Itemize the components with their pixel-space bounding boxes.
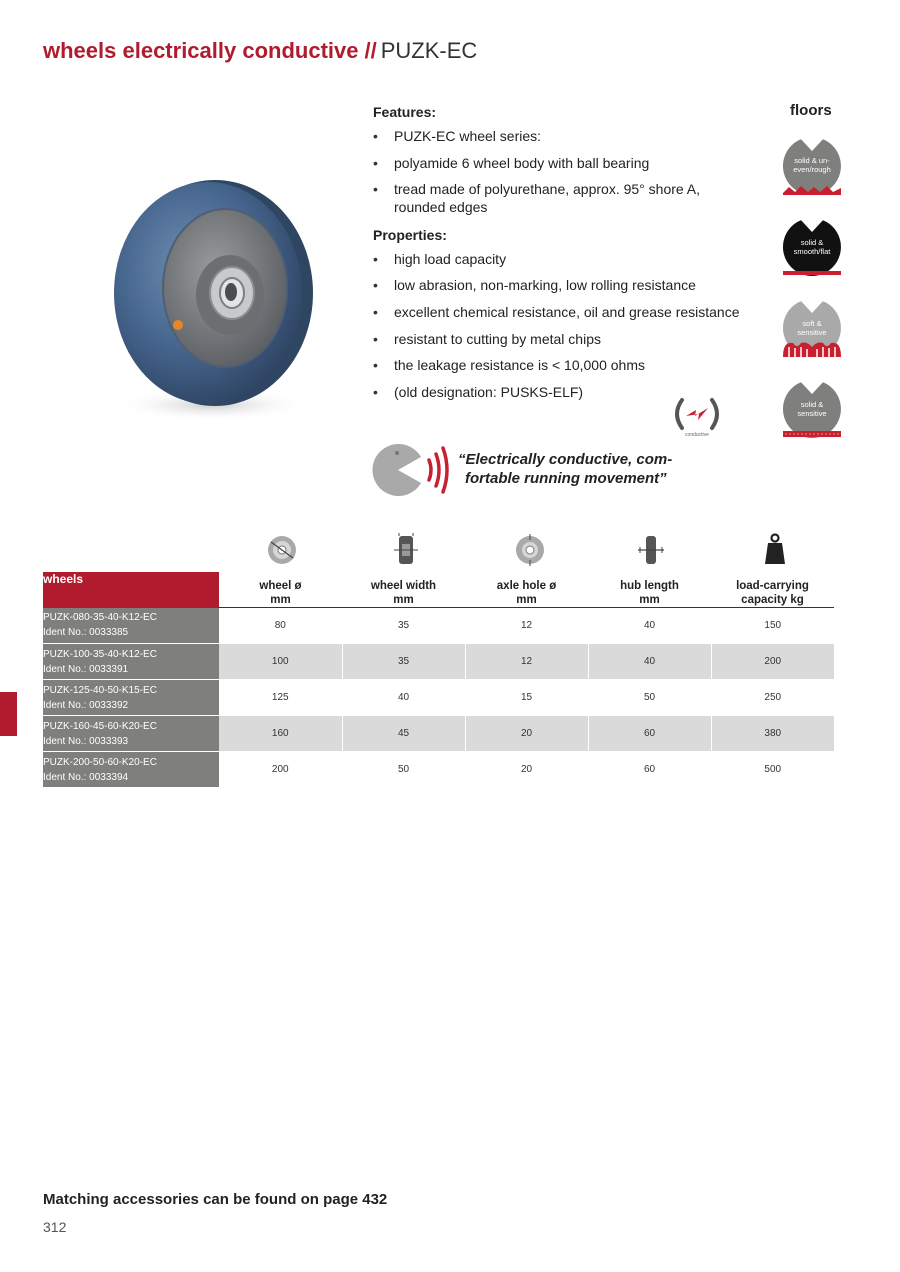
row-header	[43, 680, 219, 716]
floor-label: solid & un-	[794, 156, 830, 165]
properties-heading: Properties:	[373, 226, 447, 243]
table-cell: 20	[465, 752, 588, 788]
table-cell: 100	[219, 644, 342, 680]
row-model: PUZK-125-40-50-K15-EC	[43, 684, 157, 696]
quote-text	[458, 450, 698, 488]
table-cell: 250	[711, 680, 834, 716]
row-header	[43, 608, 219, 644]
column-header-unit: mm	[270, 594, 291, 606]
row-model: PUZK-080-35-40-K12-EC	[43, 612, 157, 624]
conductive-label: conductive	[685, 432, 709, 438]
quote-line: fortable running movement”	[465, 470, 667, 487]
table-cell: 40	[588, 608, 711, 644]
row-header	[43, 644, 219, 680]
table-cell: 125	[219, 680, 342, 716]
floor-solid-smooth-icon	[781, 216, 843, 276]
table-row	[43, 680, 834, 716]
table-cell: 50	[342, 752, 465, 788]
column-header-label: wheel ø	[259, 580, 302, 592]
table-cell: 60	[588, 752, 711, 788]
table-header-row	[43, 572, 834, 608]
row-ident: Ident No.: 0033394	[43, 771, 129, 783]
floor-label: soft &	[802, 319, 822, 328]
table-cell: 15	[465, 680, 588, 716]
row-ident: Ident No.: 0033392	[43, 699, 129, 711]
wheel-width-icon	[393, 532, 419, 571]
table-cell: 380	[711, 716, 834, 752]
table-cell: 35	[342, 644, 465, 680]
list-item: • polyamide 6 wheel body with ball bearing	[373, 154, 753, 172]
row-model: PUZK-160-45-60-K20-EC	[43, 720, 157, 732]
floors-heading: floors	[790, 102, 832, 119]
row-model: PUZK-100-35-40-K12-EC	[43, 648, 157, 660]
table-cell: 200	[219, 752, 342, 788]
table-row	[43, 608, 834, 644]
row-model: PUZK-200-50-60-K20-EC	[43, 756, 157, 768]
table-cell: 40	[588, 644, 711, 680]
floor-label: solid &	[800, 238, 824, 247]
table-cell: 20	[465, 716, 588, 752]
floor-soft-sensitive-icon	[781, 297, 843, 357]
features-heading: Features:	[373, 104, 437, 120]
table-header-wheels: wheels	[43, 572, 219, 608]
table-cell: 40	[342, 680, 465, 716]
table-cell: 12	[465, 608, 588, 644]
table-cell: 150	[711, 608, 834, 644]
list-item: • tread made of polyurethane, approx. 95° shore A, rounded edges	[373, 180, 753, 216]
page-number: 312	[43, 1219, 67, 1235]
conductive-icon	[668, 394, 726, 443]
wheel-spec-table	[43, 572, 834, 788]
title-main: wheels electrically conductive	[43, 38, 359, 63]
floor-solid-sensitive-icon	[781, 378, 843, 438]
hub-length-icon	[637, 532, 665, 571]
list-item: • low abrasion, non-marking, low rolling resistance	[373, 276, 753, 294]
list-item: • high load capacity	[373, 250, 753, 268]
column-header	[588, 572, 711, 608]
features-list	[373, 127, 753, 216]
table-cell: 160	[219, 716, 342, 752]
table-row	[43, 752, 834, 788]
table-cell: 80	[219, 608, 342, 644]
column-header	[711, 572, 834, 608]
table-cell: 45	[342, 716, 465, 752]
column-header-unit: mm	[393, 594, 414, 606]
list-item: • (old designation: PUSKS-ELF)	[373, 383, 753, 401]
column-header	[465, 572, 588, 608]
properties-list	[373, 250, 753, 401]
axle-hole-icon	[514, 532, 546, 571]
weight-icon	[763, 532, 787, 571]
column-header-label: axle hole ø	[496, 580, 557, 592]
page-title	[43, 37, 477, 65]
table-cell: 60	[588, 716, 711, 752]
floor-label: smooth/flat	[793, 247, 831, 256]
row-header	[43, 716, 219, 752]
quote-line: “Electrically conductive, com-	[458, 451, 673, 468]
row-ident: Ident No.: 0033393	[43, 735, 129, 747]
list-item: • the leakage resistance is < 10,000 ohms	[373, 356, 753, 374]
column-header-label: load-carrying	[736, 580, 809, 592]
description-column	[373, 102, 753, 409]
row-header	[43, 752, 219, 788]
table-cell: 50	[588, 680, 711, 716]
column-header-label: wheel width	[370, 580, 437, 592]
column-header	[342, 572, 465, 608]
product-wheel-image	[100, 165, 326, 432]
floor-label: even/rough	[793, 165, 831, 174]
title-model: PUZK-EC	[380, 38, 478, 63]
wheel-diameter-icon	[266, 532, 298, 571]
chapter-tab-marker	[0, 692, 17, 736]
column-header	[219, 572, 342, 608]
table-cell: 35	[342, 608, 465, 644]
column-header-label: hub length	[620, 580, 679, 592]
table-cell: 12	[465, 644, 588, 680]
list-item: • excellent chemical resistance, oil and grease resistance	[373, 303, 753, 321]
floor-solid-uneven-icon	[781, 135, 843, 195]
table-cell: 200	[711, 644, 834, 680]
table-row	[43, 644, 834, 680]
row-ident: Ident No.: 0033391	[43, 663, 129, 675]
table-row	[43, 716, 834, 752]
title-separator: //	[364, 38, 377, 63]
list-item: • resistant to cutting by metal chips	[373, 330, 753, 348]
column-header-unit: mm	[516, 594, 537, 606]
list-item: • PUZK-EC wheel series:	[373, 127, 753, 145]
quote-graphic	[371, 442, 453, 503]
floor-label: sensitive	[797, 328, 827, 337]
accessories-note: Matching accessories can be found on page 432	[43, 1191, 388, 1208]
floor-label: sensitive	[797, 409, 827, 418]
table-cell: 500	[711, 752, 834, 788]
column-header-unit: mm	[639, 594, 660, 606]
floor-label: solid &	[800, 400, 824, 409]
row-ident: Ident No.: 0033385	[43, 627, 129, 639]
column-header-unit: capacity kg	[741, 594, 804, 606]
